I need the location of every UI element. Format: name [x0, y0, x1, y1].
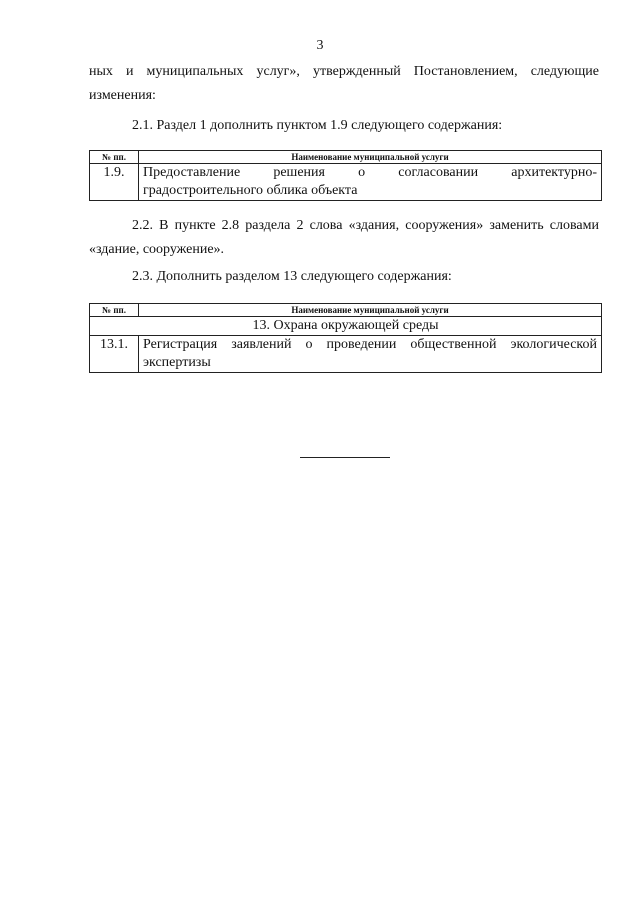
- table-row: [90, 336, 602, 373]
- table-1: [89, 150, 602, 201]
- row-num: 13.1.: [90, 336, 139, 373]
- end-separator-line: [300, 457, 390, 458]
- table-row: [90, 164, 602, 201]
- paragraph-2-2: 2.2. В пункте 2.8 раздела 2 слова «здания, сооружения» заменить словами «здание, сооружение».: [89, 218, 599, 257]
- row-num: 1.9.: [90, 164, 139, 201]
- paragraph-2-3: 2.3. Дополнить разделом 13 следующего содержания:: [132, 269, 452, 284]
- row-name: Предоставление решения о согласовании архитектурно-градостроительного облика объекта: [139, 164, 602, 201]
- header-name: Наименование муниципальной услуги: [139, 304, 602, 317]
- table-header-row: [90, 151, 602, 164]
- section-title: 13. Охрана окружающей среды: [90, 317, 602, 336]
- table-2: [89, 303, 602, 373]
- page-number: 3: [316, 38, 324, 53]
- header-num: № пп.: [90, 304, 139, 317]
- paragraph-intro: ных и муниципальных услуг», утвержденный Постановлением, следующие изменения:: [89, 64, 599, 103]
- header-num: № пп.: [90, 151, 139, 164]
- row-name: Регистрация заявлений о проведении общественной экологической экспертизы: [139, 336, 602, 373]
- table-section-row: [90, 317, 602, 336]
- paragraph-2-1: 2.1. Раздел 1 дополнить пунктом 1.9 следующего содержания:: [132, 118, 503, 133]
- table-header-row: [90, 304, 602, 317]
- header-name: Наименование муниципальной услуги: [139, 151, 602, 164]
